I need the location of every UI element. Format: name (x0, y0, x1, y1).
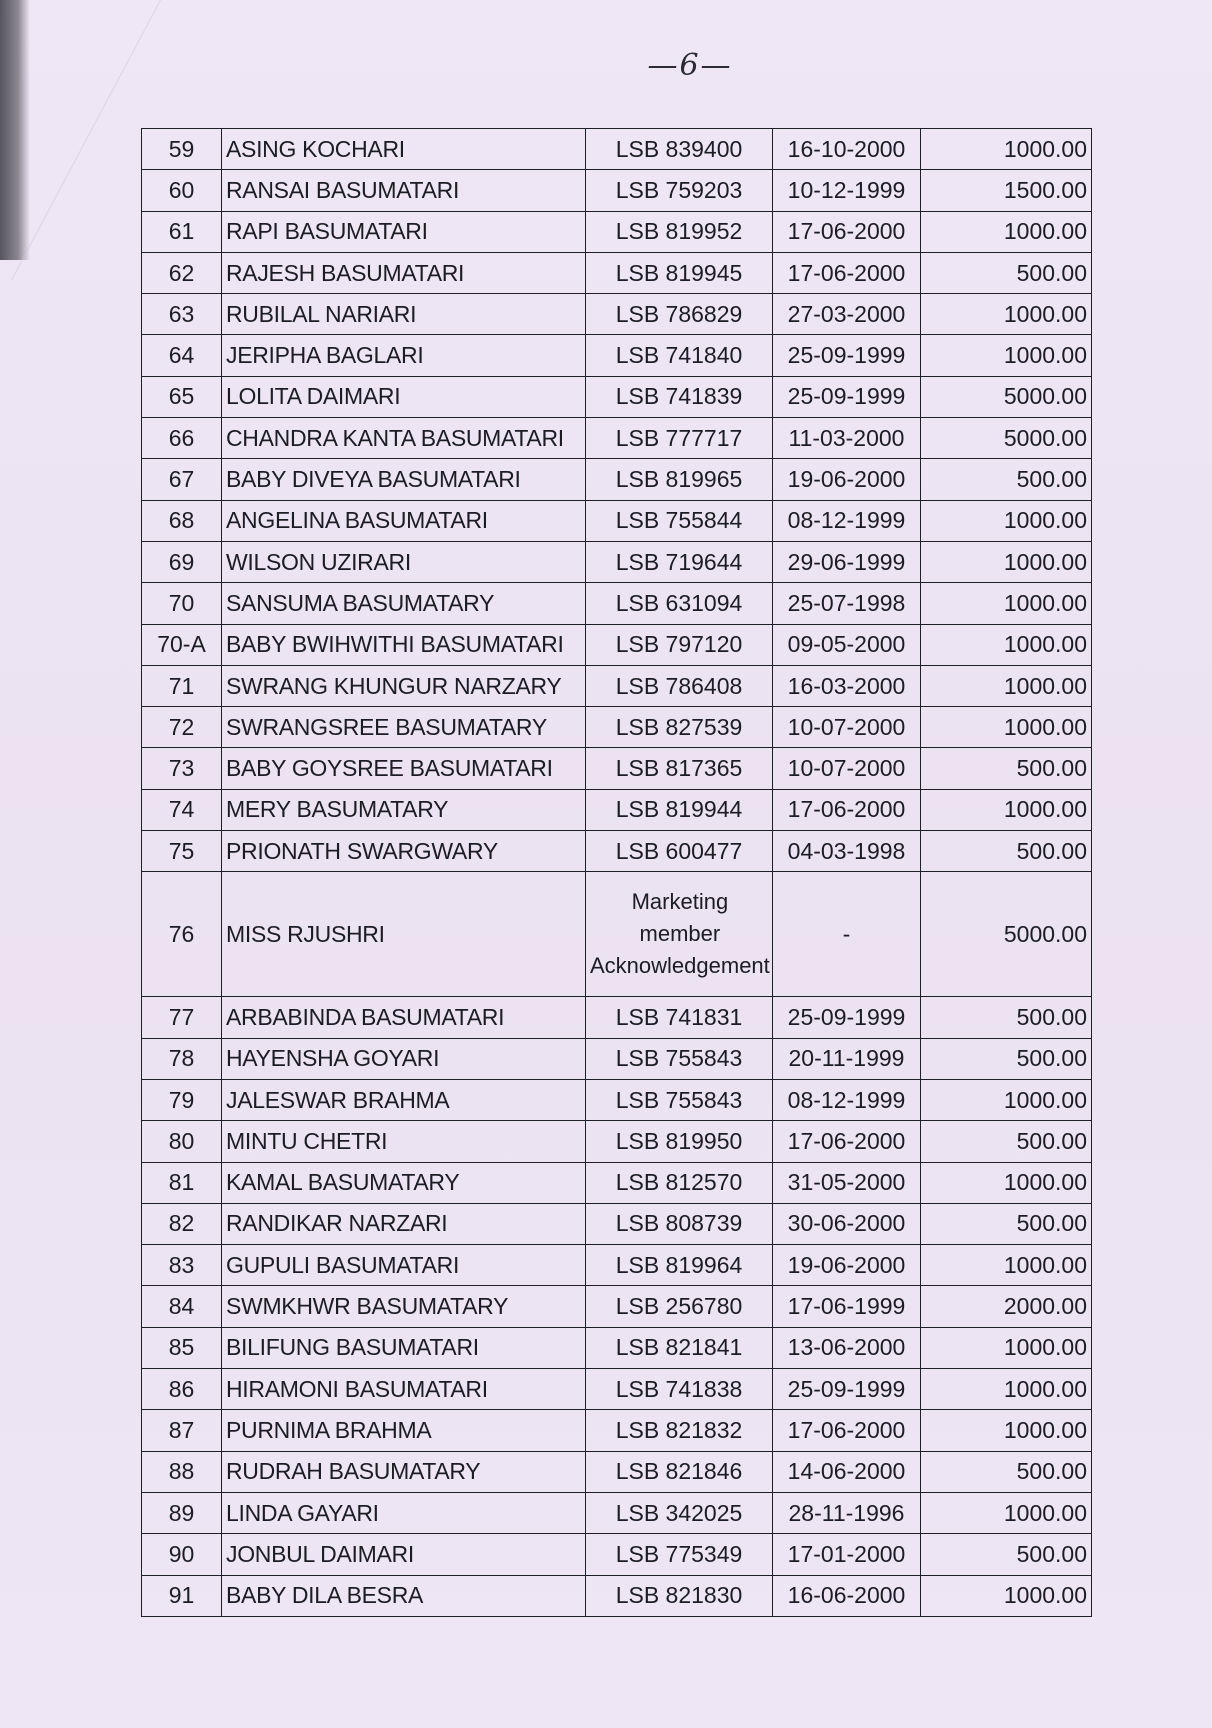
amount-cell: 500.00 (921, 1121, 1092, 1162)
table-row (142, 459, 1092, 500)
table-row (142, 1327, 1092, 1368)
serial-number-cell: 79 (142, 1079, 222, 1120)
amount-cell: 1000.00 (921, 500, 1092, 541)
table-row (142, 170, 1092, 211)
date-cell: 25-07-1998 (773, 583, 921, 624)
serial-number-cell: 87 (142, 1410, 222, 1451)
receipt-cell: LSB 741831 (586, 997, 773, 1038)
handwritten-page-number: —6— (647, 48, 733, 83)
amount-cell: 5000.00 (921, 418, 1092, 459)
serial-number-cell: 88 (142, 1451, 222, 1492)
amount-cell: 1000.00 (921, 129, 1092, 170)
serial-number-cell: 70-A (142, 624, 222, 665)
amount-cell: 1000.00 (921, 789, 1092, 830)
amount-cell: 1500.00 (921, 170, 1092, 211)
table-row (142, 831, 1092, 872)
date-cell: 19-06-2000 (773, 1245, 921, 1286)
amount-cell: 1000.00 (921, 335, 1092, 376)
receipt-cell: LSB 797120 (586, 624, 773, 665)
date-cell: 14-06-2000 (773, 1451, 921, 1492)
date-cell: 31-05-2000 (773, 1162, 921, 1203)
date-cell: 10-07-2000 (773, 748, 921, 789)
receipt-cell: LSB 631094 (586, 583, 773, 624)
table-row (142, 997, 1092, 1038)
serial-number-cell: 83 (142, 1245, 222, 1286)
amount-cell: 5000.00 (921, 872, 1092, 997)
amount-cell: 1000.00 (921, 1327, 1092, 1368)
receipt-cell: LSB 819944 (586, 789, 773, 830)
table-row (142, 1534, 1092, 1575)
receipt-cell: LSB 821841 (586, 1327, 773, 1368)
table-row (142, 294, 1092, 335)
name-cell: SWMKHWR BASUMATARY (222, 1286, 586, 1327)
amount-cell: 1000.00 (921, 1079, 1092, 1120)
amount-cell: 2000.00 (921, 1286, 1092, 1327)
name-cell: SWRANG KHUNGUR NARZARY (222, 665, 586, 706)
serial-number-cell: 76 (142, 872, 222, 997)
receipt-cell: LSB 741840 (586, 335, 773, 376)
serial-number-cell: 78 (142, 1038, 222, 1079)
date-cell: 17-06-2000 (773, 211, 921, 252)
receipt-cell: LSB 819964 (586, 1245, 773, 1286)
name-cell: PRIONATH SWARGWARY (222, 831, 586, 872)
amount-cell: 1000.00 (921, 583, 1092, 624)
date-cell: 25-09-1999 (773, 335, 921, 376)
date-cell: 29-06-1999 (773, 541, 921, 582)
name-cell: BABY BWIHWITHI BASUMATARI (222, 624, 586, 665)
amount-cell: 1000.00 (921, 1492, 1092, 1533)
serial-number-cell: 89 (142, 1492, 222, 1533)
name-cell: JONBUL DAIMARI (222, 1534, 586, 1575)
date-cell: 11-03-2000 (773, 418, 921, 459)
amount-cell: 500.00 (921, 252, 1092, 293)
table-row (142, 211, 1092, 252)
serial-number-cell: 84 (142, 1286, 222, 1327)
date-cell: 17-06-1999 (773, 1286, 921, 1327)
receipt-note (590, 886, 770, 982)
date-cell: 20-11-1999 (773, 1038, 921, 1079)
amount-cell: 5000.00 (921, 376, 1092, 417)
receipt-cell: LSB 786408 (586, 665, 773, 706)
amount-cell: 500.00 (921, 1451, 1092, 1492)
serial-number-cell: 80 (142, 1121, 222, 1162)
amount-cell: 1000.00 (921, 624, 1092, 665)
name-cell: JALESWAR BRAHMA (222, 1079, 586, 1120)
table-row (142, 376, 1092, 417)
table-row (142, 1451, 1092, 1492)
name-cell: MINTU CHETRI (222, 1121, 586, 1162)
table-row (142, 252, 1092, 293)
name-cell: HAYENSHA GOYARI (222, 1038, 586, 1079)
name-cell: ANGELINA BASUMATARI (222, 500, 586, 541)
date-cell: 16-06-2000 (773, 1575, 921, 1616)
name-cell: MISS RJUSHRI (222, 872, 586, 997)
receipt-note-line-2: Acknowledgement (590, 953, 770, 979)
amount-cell: 1000.00 (921, 665, 1092, 706)
date-cell: 28-11-1996 (773, 1492, 921, 1533)
serial-number-cell: 73 (142, 748, 222, 789)
serial-number-cell: 81 (142, 1162, 222, 1203)
name-cell: ASING KOCHARI (222, 129, 586, 170)
table-row (142, 335, 1092, 376)
receipt-cell: LSB 741839 (586, 376, 773, 417)
table-row (142, 1410, 1092, 1451)
date-cell: 08-12-1999 (773, 500, 921, 541)
page-fold (0, 0, 161, 280)
date-cell: 08-12-1999 (773, 1079, 921, 1120)
receipt-cell: LSB 775349 (586, 1534, 773, 1575)
date-cell: 16-03-2000 (773, 665, 921, 706)
receipt-cell (586, 872, 773, 997)
date-cell: 19-06-2000 (773, 459, 921, 500)
date-cell: 25-09-1999 (773, 997, 921, 1038)
receipt-cell: LSB 819965 (586, 459, 773, 500)
serial-number-cell: 67 (142, 459, 222, 500)
amount-cell: 1000.00 (921, 1575, 1092, 1616)
table-row (142, 1492, 1092, 1533)
receipt-cell: LSB 812570 (586, 1162, 773, 1203)
serial-number-cell: 71 (142, 665, 222, 706)
date-cell: 16-10-2000 (773, 129, 921, 170)
date-cell: 04-03-1998 (773, 831, 921, 872)
date-cell: 10-12-1999 (773, 170, 921, 211)
table-row (142, 129, 1092, 170)
serial-number-cell: 60 (142, 170, 222, 211)
table-row (142, 872, 1092, 997)
serial-number-cell: 85 (142, 1327, 222, 1368)
table-row (142, 1286, 1092, 1327)
receipt-cell: LSB 719644 (586, 541, 773, 582)
serial-number-cell: 59 (142, 129, 222, 170)
receipt-cell: LSB 342025 (586, 1492, 773, 1533)
name-cell: RUBILAL NARIARI (222, 294, 586, 335)
table-row (142, 1203, 1092, 1244)
serial-number-cell: 62 (142, 252, 222, 293)
receipt-cell: LSB 819952 (586, 211, 773, 252)
amount-cell: 1000.00 (921, 1245, 1092, 1286)
table-row (142, 624, 1092, 665)
name-cell: RANSAI BASUMATARI (222, 170, 586, 211)
serial-number-cell: 68 (142, 500, 222, 541)
amount-cell: 500.00 (921, 831, 1092, 872)
serial-number-cell: 77 (142, 997, 222, 1038)
table-row (142, 1245, 1092, 1286)
serial-number-cell: 74 (142, 789, 222, 830)
serial-number-cell: 61 (142, 211, 222, 252)
receipt-cell: LSB 817365 (586, 748, 773, 789)
amount-cell: 1000.00 (921, 211, 1092, 252)
name-cell: BABY GOYSREE BASUMATARI (222, 748, 586, 789)
table-row (142, 1369, 1092, 1410)
receipt-cell: LSB 256780 (586, 1286, 773, 1327)
name-cell: HIRAMONI BASUMATARI (222, 1369, 586, 1410)
amount-cell: 1000.00 (921, 707, 1092, 748)
receipt-cell: LSB 821830 (586, 1575, 773, 1616)
date-cell: 17-06-2000 (773, 252, 921, 293)
receipt-cell: LSB 741838 (586, 1369, 773, 1410)
amount-cell: 1000.00 (921, 541, 1092, 582)
date-cell: - (773, 872, 921, 997)
receipt-cell: LSB 819950 (586, 1121, 773, 1162)
serial-number-cell: 69 (142, 541, 222, 582)
receipt-cell: LSB 755844 (586, 500, 773, 541)
name-cell: BABY DILA BESRA (222, 1575, 586, 1616)
table-row (142, 1121, 1092, 1162)
date-cell: 17-06-2000 (773, 1121, 921, 1162)
receipt-cell: LSB 759203 (586, 170, 773, 211)
amount-cell: 1000.00 (921, 1162, 1092, 1203)
receipt-cell: LSB 777717 (586, 418, 773, 459)
amount-cell: 500.00 (921, 748, 1092, 789)
table-row (142, 665, 1092, 706)
date-cell: 27-03-2000 (773, 294, 921, 335)
serial-number-cell: 64 (142, 335, 222, 376)
name-cell: MERY BASUMATARY (222, 789, 586, 830)
receipt-cell: LSB 786829 (586, 294, 773, 335)
serial-number-cell: 66 (142, 418, 222, 459)
serial-number-cell: 91 (142, 1575, 222, 1616)
name-cell: RUDRAH BASUMATARY (222, 1451, 586, 1492)
name-cell: KAMAL BASUMATARY (222, 1162, 586, 1203)
receipt-cell: LSB 827539 (586, 707, 773, 748)
table-row (142, 541, 1092, 582)
serial-number-cell: 72 (142, 707, 222, 748)
serial-number-cell: 65 (142, 376, 222, 417)
serial-number-cell: 63 (142, 294, 222, 335)
amount-cell: 1000.00 (921, 294, 1092, 335)
name-cell: BILIFUNG BASUMATARI (222, 1327, 586, 1368)
serial-number-cell: 75 (142, 831, 222, 872)
ledger-body (142, 129, 1092, 1617)
date-cell: 25-09-1999 (773, 1369, 921, 1410)
table-row (142, 583, 1092, 624)
serial-number-cell: 86 (142, 1369, 222, 1410)
name-cell: SANSUMA BASUMATARY (222, 583, 586, 624)
table-row (142, 1038, 1092, 1079)
table-row (142, 418, 1092, 459)
name-cell: PURNIMA BRAHMA (222, 1410, 586, 1451)
name-cell: ARBABINDA BASUMATARI (222, 997, 586, 1038)
date-cell: 17-06-2000 (773, 1410, 921, 1451)
table-row (142, 1162, 1092, 1203)
receipt-cell: LSB 600477 (586, 831, 773, 872)
date-cell: 13-06-2000 (773, 1327, 921, 1368)
name-cell: GUPULI BASUMATARI (222, 1245, 586, 1286)
amount-cell: 500.00 (921, 1038, 1092, 1079)
amount-cell: 500.00 (921, 997, 1092, 1038)
amount-cell: 1000.00 (921, 1369, 1092, 1410)
name-cell: SWRANGSREE BASUMATARY (222, 707, 586, 748)
ledger-table (141, 128, 1092, 1617)
receipt-cell: LSB 755843 (586, 1079, 773, 1120)
name-cell: CHANDRA KANTA BASUMATARI (222, 418, 586, 459)
name-cell: LINDA GAYARI (222, 1492, 586, 1533)
amount-cell: 1000.00 (921, 1410, 1092, 1451)
receipt-note-line-1: Marketing member (631, 889, 729, 947)
serial-number-cell: 82 (142, 1203, 222, 1244)
date-cell: 25-09-1999 (773, 376, 921, 417)
name-cell: WILSON UZIRARI (222, 541, 586, 582)
receipt-cell: LSB 821846 (586, 1451, 773, 1492)
serial-number-cell: 70 (142, 583, 222, 624)
table-row (142, 1079, 1092, 1120)
receipt-cell: LSB 808739 (586, 1203, 773, 1244)
receipt-cell: LSB 755843 (586, 1038, 773, 1079)
amount-cell: 500.00 (921, 1203, 1092, 1244)
name-cell: RANDIKAR NARZARI (222, 1203, 586, 1244)
table-row (142, 748, 1092, 789)
table-row (142, 1575, 1092, 1616)
receipt-cell: LSB 839400 (586, 129, 773, 170)
receipt-cell: LSB 819945 (586, 252, 773, 293)
table-row (142, 789, 1092, 830)
name-cell: RAJESH BASUMATARI (222, 252, 586, 293)
name-cell: BABY DIVEYA BASUMATARI (222, 459, 586, 500)
name-cell: RAPI BASUMATARI (222, 211, 586, 252)
date-cell: 17-01-2000 (773, 1534, 921, 1575)
name-cell: JERIPHA BAGLARI (222, 335, 586, 376)
table-row (142, 707, 1092, 748)
date-cell: 10-07-2000 (773, 707, 921, 748)
amount-cell: 500.00 (921, 459, 1092, 500)
date-cell: 09-05-2000 (773, 624, 921, 665)
name-cell: LOLITA DAIMARI (222, 376, 586, 417)
receipt-cell: LSB 821832 (586, 1410, 773, 1451)
serial-number-cell: 90 (142, 1534, 222, 1575)
table-row (142, 500, 1092, 541)
date-cell: 30-06-2000 (773, 1203, 921, 1244)
amount-cell: 500.00 (921, 1534, 1092, 1575)
date-cell: 17-06-2000 (773, 789, 921, 830)
